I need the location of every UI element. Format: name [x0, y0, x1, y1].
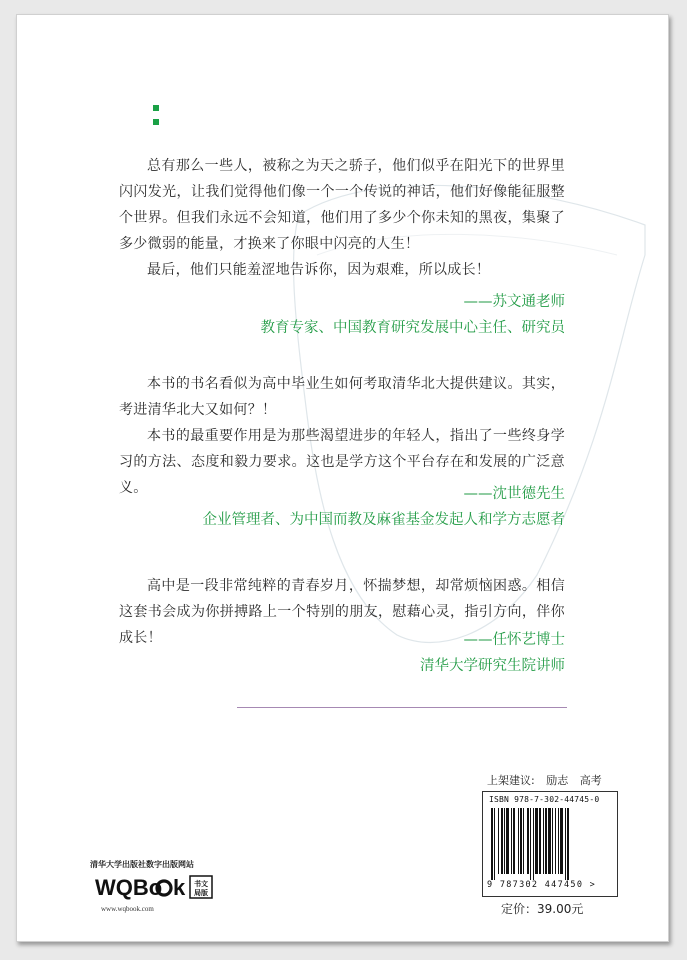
publisher-block [77, 859, 208, 913]
logo-text: WQBo [95, 875, 163, 900]
isbn-number: ISBN 978-7-302-44745-0 [489, 795, 600, 804]
logo-badge-text: 局版 [194, 889, 208, 897]
price-label: 定价：39.00元 [501, 902, 584, 916]
signature-block-2 [167, 481, 565, 533]
signature-name: ——苏文通老师 [463, 294, 565, 310]
quote-paragraph: 总有那么一些人，被称之为天之骄子，他们似乎在阳光下的世界里闪闪发光，让我们觉得他们像一个一个传说的神话，他们好像能征服整个世界。但我们永远不会知道，他们用了多少个你未知的黑夜，集聚了多少微弱的能量，才换来了你眼中闪亮的人生！ [119, 158, 565, 252]
quote-section-1 [119, 153, 565, 283]
quote-paragraph: 最后，他们只能羞涩地告诉你，因为艰难，所以成长！ [147, 262, 491, 278]
shelf-tag: 励志 [546, 774, 569, 787]
quote-paragraph: 本书的书名看似为高中毕业生如何考取清华北大提供建议。其实，考进清华北大又如何？！ [119, 376, 565, 418]
shelf-tag: 高考 [579, 774, 602, 787]
shelf-label: 上架建议: [487, 774, 535, 787]
signature-name: ——任怀艺博士 [463, 632, 565, 648]
isbn-barcode [482, 791, 618, 897]
barcode-digits: 9 787302 447450 > [487, 880, 597, 890]
signature-title: 教育专家、中国教育研究发展中心主任、研究员 [260, 320, 565, 336]
quote-paragraph: 高中是一段非常纯粹的青春岁月，怀揣梦想，却常烦恼困惑。相信这套书会成为你拼搏路上一个特别的朋友，慰藉心灵，指引方向，伴你成长！ [119, 578, 565, 646]
shelf-suggestion [487, 772, 610, 788]
signature-block-3 [167, 627, 565, 679]
divider-line [237, 707, 567, 708]
signature-block-1 [167, 289, 565, 341]
signature-title: 清华大学研究生院讲师 [420, 658, 565, 674]
signature-name: ——沈世德先生 [463, 486, 565, 502]
wqbook-logo-icon [95, 871, 215, 903]
quote-paragraph: 本书的最重要作用是为那些渴望进步的年轻人，指出了一些终身学习的方法、态度和毅力要求。这也是学方这个平台存在和发展的广泛意义。 [119, 428, 565, 496]
logo-badge-text: 书文 [194, 880, 208, 888]
publisher-name: 清华大学出版社数字出版网站 [90, 860, 194, 869]
signature-title: 企业管理者、为中国而教及麻雀基金发起人和学方志愿者 [202, 512, 565, 528]
section-marker-icon [153, 105, 160, 133]
barcode-bars-icon [491, 808, 609, 880]
publisher-url: www.wqbook.com [101, 905, 154, 913]
book-back-cover [16, 14, 669, 942]
logo-text: k [173, 875, 186, 900]
